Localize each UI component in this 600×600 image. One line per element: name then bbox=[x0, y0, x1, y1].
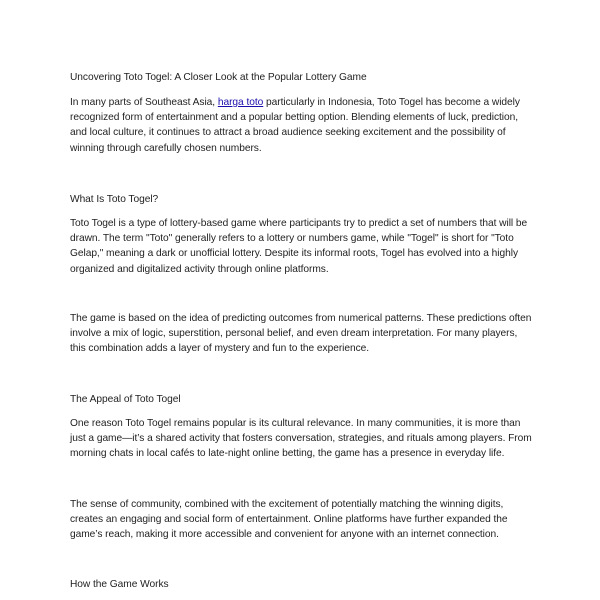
paragraph: The game is based on the idea of predicting outcomes from numerical patterns. These predictions often involve a mix of logic, superstition, personal belief, and even dream interpretation. For many players, this combination adds a layer of mystery and fun to the experience. bbox=[70, 313, 532, 355]
paragraph: Toto Togel is a type of lottery-based game where participants try to predict a set of numbers that will be drawn. The term "Toto" generally refers to a lottery or numbers game, while "Togel" is short for "Toto Gelap," meaning a dark or unofficial lottery. Despite its informal roots, Togel has evolved into a highly organized and digitalized activity through online platforms. bbox=[70, 218, 528, 275]
document-title: Uncovering Toto Togel: A Closer Look at the Popular Lottery Game bbox=[70, 72, 367, 83]
intro-line-1: In many parts of Southeast Asia, harga toto particularly in Indonesia, Toto Togel has become a widely bbox=[70, 97, 520, 108]
paragraph: One reason Toto Togel remains popular is its cultural relevance. In many communities, it is more than just a game—it’s a shared activity that fosters conversation, strategies, and rituals among players. From morning chats in local cafés to late-night online betting, the game has a presence in everyday life. bbox=[70, 418, 532, 460]
intro-paragraph: In many parts of Southeast Asia, harga toto particularly in Indonesia, Toto Togel has become a widely recognized form of entertainment and a popular betting option. Blending elements of luck, prediction, and local culture, it continues to attract a broad audience seeking excitement and the possibility of winning through carefully chosen numbers. bbox=[70, 95, 532, 156]
section-heading-appeal: The Appeal of Toto Togel bbox=[70, 394, 181, 405]
section-heading-what-is: What Is Toto Togel? bbox=[70, 194, 159, 205]
paragraph: The sense of community, combined with the excitement of potentially matching the winning digits, creates an engaging and social form of entertainment. Online platforms have further expanded the game’s reach, making it more accessible and convenient for anyone with an internet connection. bbox=[70, 499, 508, 541]
section-heading-how-it-works: How the Game Works bbox=[70, 579, 169, 590]
harga-toto-link[interactable]: harga toto bbox=[217, 97, 264, 108]
